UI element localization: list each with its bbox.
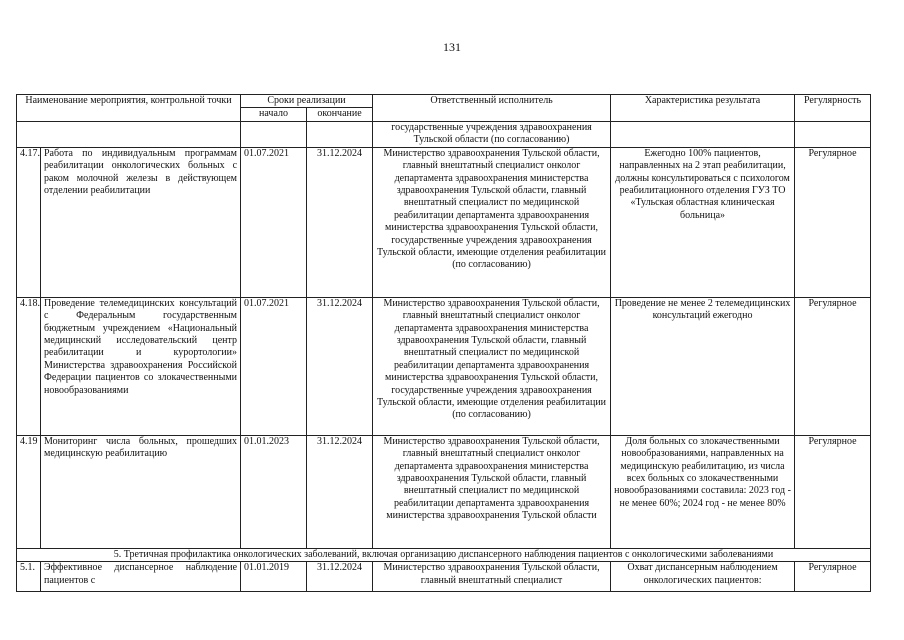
row-start: 01.07.2021: [241, 297, 307, 435]
section-row: [17, 548, 871, 561]
row-end: 31.12.2024: [307, 435, 373, 548]
row-regularity: Регулярное: [795, 147, 871, 297]
header-row: [17, 95, 871, 108]
row-number: 4.19: [17, 435, 41, 548]
continuation-executor: государственные учреждения здравоохранения Тульской области (по согласованию): [373, 121, 611, 147]
row-regularity: Регулярное: [795, 435, 871, 548]
header-result: Характеристика результата: [611, 95, 795, 122]
table-row: [17, 297, 871, 435]
row-end: 31.12.2024: [307, 297, 373, 435]
row-executor: Министерство здравоохранения Тульской области, главный внештатный специалист онколог департамента здравоохранения министерства здравоохранения Тульской области, главный внештатный специалист по медицинской реабилитации департамента здравоохранения министерства здравоохранения Тульской области: [373, 435, 611, 548]
row-result: Проведение не менее 2 телемедицинских консультаций ежегодно: [611, 297, 795, 435]
row-name: Работа по индивидуальным программам реабилитации онкологических больных с раком молочной железы в действующем отделении реабилитации: [41, 147, 241, 297]
row-regularity: Регулярное: [795, 297, 871, 435]
row-executor: Министерство здравоохранения Тульской области, главный внештатный специалист: [373, 562, 611, 592]
row-number: 4.18.: [17, 297, 41, 435]
table-row: [17, 147, 871, 297]
row-end: 31.12.2024: [307, 562, 373, 592]
row-result: Доля больных со злокачественными новообразованиями, направленных на медицинскую реабилитацию, из числа всех больных со злокачественными новообразованиями составила: 2023 год - не менее 60%; 2024 год - не менее 80%: [611, 435, 795, 548]
row-start: 01.01.2019: [241, 562, 307, 592]
header-regularity: Регулярность: [795, 95, 871, 122]
header-period: Сроки реализации: [241, 95, 373, 108]
header-end: окончание: [307, 108, 373, 121]
table-row: [17, 435, 871, 548]
table-row-continuation: [17, 121, 871, 147]
row-executor: Министерство здравоохранения Тульской области, главный внештатный специалист онколог департамента здравоохранения министерства здравоохранения Тульской области, главный внештатный специалист по медицинской реабилитации департамента здравоохранения министерства здравоохранения Тульской области, государственные учреждения здравоохранения Тульской области, имеющие отделения реабилитации (по согласованию): [373, 297, 611, 435]
page-number: 131: [443, 40, 461, 54]
row-result: Ежегодно 100% пациентов, направленных на 2 этап реабилитации, должны консультироваться с психологом реабилитационного отделения ГУЗ ТО «Тульская областная клиническая больница»: [611, 147, 795, 297]
row-result: Охват диспансерным наблюдением онкологических пациентов:: [611, 562, 795, 592]
header-executor: Ответственный исполнитель: [373, 95, 611, 122]
row-number: 5.1.: [17, 562, 41, 592]
table-row: [17, 562, 871, 592]
row-name: Эффективное диспансерное наблюдение пациентов с: [41, 562, 241, 592]
row-name: Проведение телемедицинских консультаций с Федеральным государственным бюджетным учреждением «Национальный медицинский исследовательский центр реабилитации и курортологии» Министерства здравоохранения Российской Федерации пациентов со злокачественными новообразованиями: [41, 297, 241, 435]
header-name: Наименование мероприятия, контрольной точки: [17, 95, 241, 122]
header-start: начало: [241, 108, 307, 121]
row-start: 01.01.2023: [241, 435, 307, 548]
plan-table: [16, 94, 871, 592]
section-title: 5. Третичная профилактика онкологических заболеваний, включая организацию диспансерного наблюдения пациентов с онкологическими заболеваниями: [17, 548, 871, 561]
row-number: 4.17.: [17, 147, 41, 297]
row-regularity: Регулярное: [795, 562, 871, 592]
row-start: 01.07.2021: [241, 147, 307, 297]
row-name: Мониторинг числа больных, прошедших медицинскую реабилитацию: [41, 435, 241, 548]
row-end: 31.12.2024: [307, 147, 373, 297]
row-executor: Министерство здравоохранения Тульской области, главный внештатный специалист онколог департамента здравоохранения министерства здравоохранения Тульской области, главный внештатный специалист по медицинской реабилитации департамента здравоохранения министерства здравоохранения Тульской области, государственные учреждения здравоохранения Тульской области, имеющие отделения реабилитации (по согласованию): [373, 147, 611, 297]
